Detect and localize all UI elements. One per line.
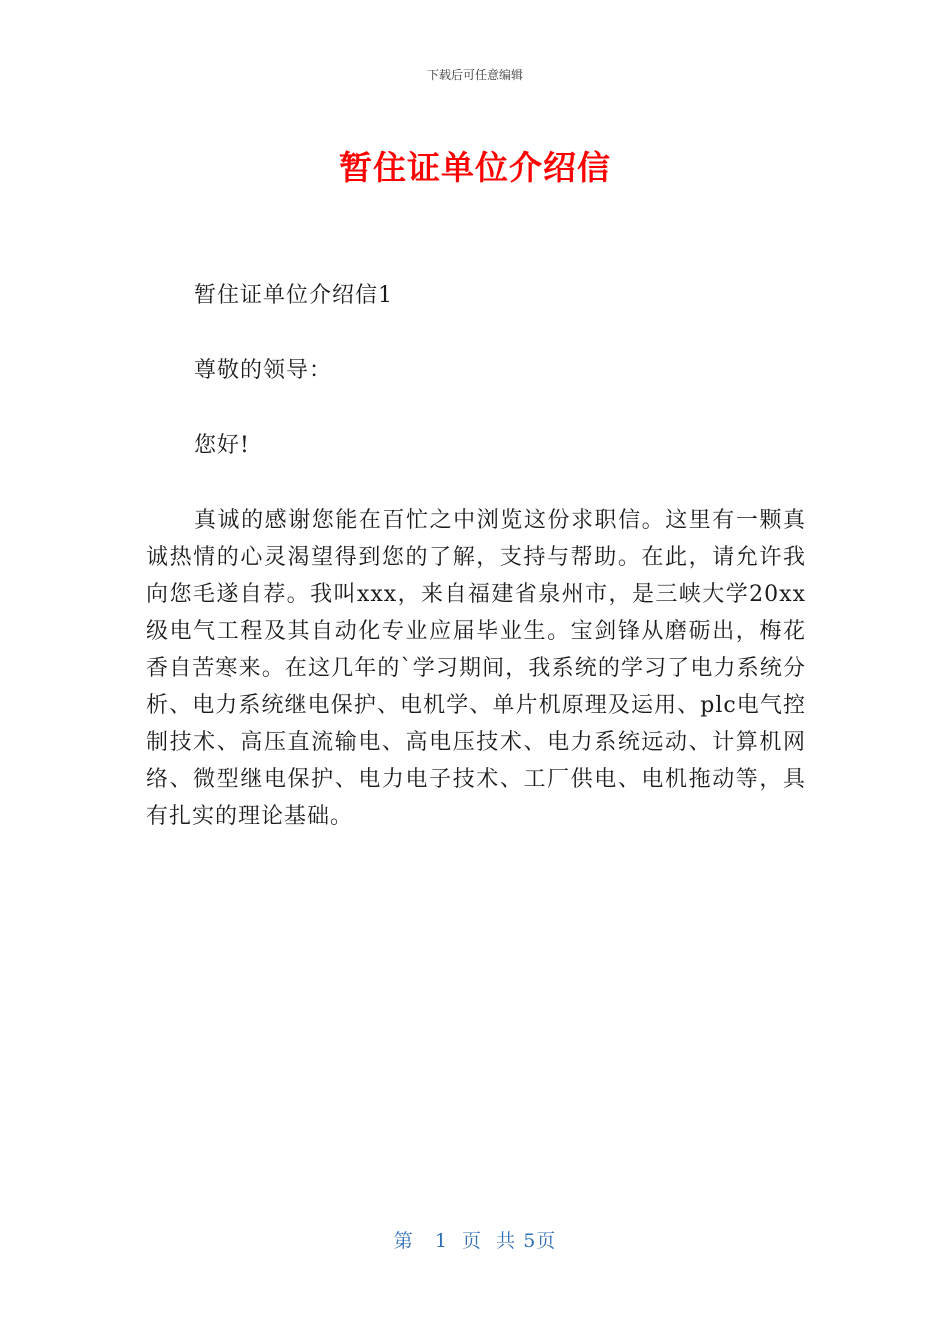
- paragraph-greeting: 您好!: [194, 433, 250, 458]
- paragraph-heading: 暂住证单位介绍信1: [194, 283, 393, 308]
- footer-page-label: 页: [462, 1230, 483, 1252]
- document-title: 暂住证单位介绍信: [339, 148, 611, 187]
- page-footer: [0, 1226, 950, 1253]
- footer-page-total: 5页: [523, 1230, 557, 1252]
- footer-total-prefix: 共: [496, 1230, 517, 1252]
- paragraph-salutation: 尊敬的领导：: [194, 358, 333, 383]
- header-note: 下载后可任意编辑: [426, 68, 523, 82]
- footer-prefix: 第: [393, 1230, 414, 1252]
- document-body: [146, 277, 806, 873]
- paragraph-body: 真诚的感谢您能在百忙之中浏览这份求职信。这里有一颗真诚热情的心灵渴望得到您的了解，支持与帮助。在此，请允许我向您毛遂自荐。我叫xxx，来自福建省泉州市，是三峡大学20xx级电气工程及其自动化专业应届毕业生。宝剑锋从磨砺出，梅花香自苦寒来。在这几年的`学习期间，我系统的学习了电力系统分析、电力系统继电保护、电机学、单片机原理及运用、plc电气控制技术、高压直流输电、高电压技术、电力系统远动、计算机网络、微型继电保护、电力电子技术、工厂供电、电机拖动等，具有扎实的理论基础。: [146, 508, 806, 829]
- footer-page-current: 1: [434, 1230, 448, 1252]
